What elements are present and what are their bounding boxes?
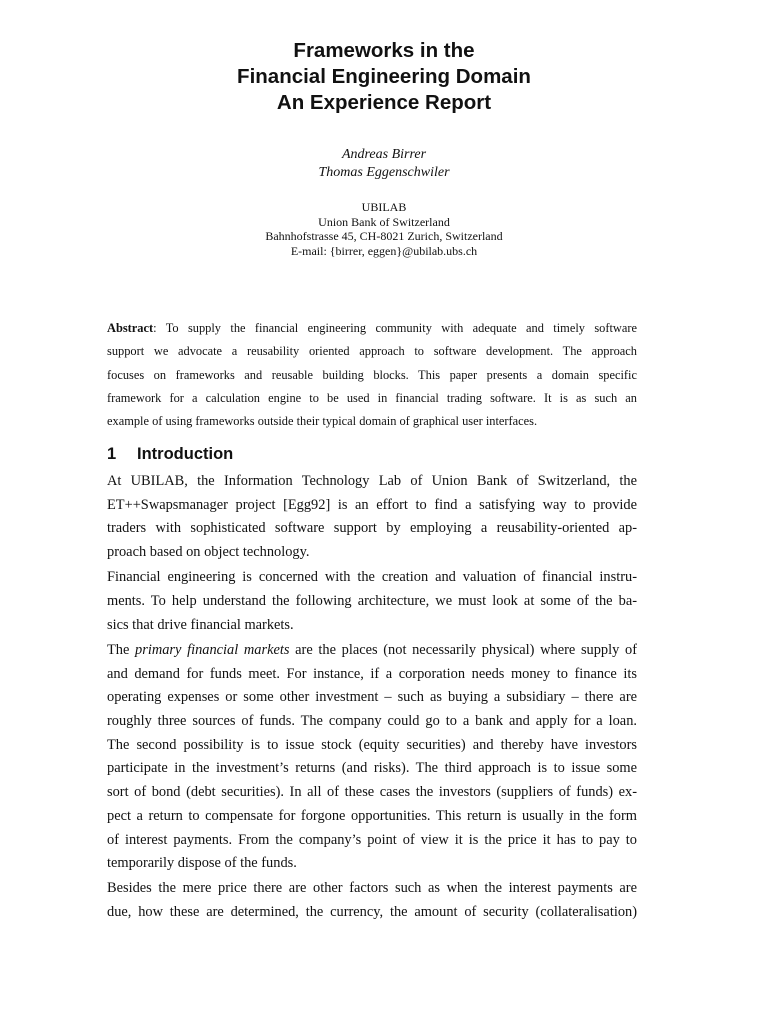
body-line: Financial engineering is concerned with the creation and valuation of financial instru- [107, 569, 637, 586]
body-text-run: are the places (not necessarily physical) where supply of [289, 641, 637, 658]
affiliation-org: UBILAB [361, 200, 407, 214]
paragraph [107, 639, 637, 876]
body-line: sort of bond (debt securities). In all of these cases the investors (suppliers of funds) ex- [107, 784, 637, 801]
title-line-2: Financial Engineering Domain [237, 65, 531, 88]
body-line: participate in the investment’s returns (and risks). The third approach is to issue some [107, 760, 637, 777]
title-line-1: Frameworks in the [293, 39, 475, 62]
affiliation-address: Bahnhofstrasse 45, CH-8021 Zurich, Switzerland [265, 229, 503, 243]
body-line: sics that drive financial markets. [107, 616, 294, 633]
author-name: Thomas Eggenschwiler [318, 165, 450, 180]
emphasis-term: primary financial markets [135, 641, 290, 658]
abstract-line: focuses on frameworks and reusable building blocks. This paper presents a domain specific [107, 367, 637, 382]
body-line: pect a return to compensate for forgone opportunities. This return is usually in the form [107, 807, 637, 824]
section-heading [107, 444, 233, 464]
paragraph [107, 566, 637, 637]
abstract-line: framework for a calculation engine to be used in financial trading software. It is as such an [107, 390, 637, 405]
body-line: ments. To help understand the following architecture, we must look at some of the ba- [107, 593, 637, 610]
abstract-block [107, 317, 637, 433]
paragraph [107, 470, 637, 565]
body-line: operating expenses or some other investment – such as buying a subsidiary – there are [107, 689, 637, 706]
body-line: traders with sophisticated software support by employing a reusability-oriented ap- [107, 520, 637, 537]
body-line: roughly three sources of funds. The company could go to a bank and apply for a loan. [107, 713, 637, 730]
title-line-3: An Experience Report [276, 91, 492, 114]
section-number: 1 [107, 445, 117, 463]
body-text [107, 470, 637, 926]
abstract-text: : To supply the financial engineering community with adequate and timely software [153, 321, 637, 335]
author-name: Andreas Birrer [341, 147, 427, 162]
affiliation-block [0, 200, 768, 258]
abstract-line: example of using frameworks outside their typical domain of graphical user interfaces. [107, 414, 538, 429]
body-text-run: The [107, 641, 136, 658]
abstract-line [107, 317, 637, 340]
body-line: ET++Swapsmanager project [Egg92] is an effort to find a satisfying way to provide [107, 496, 637, 513]
body-line: The second possibility is to issue stock (equity securities) and thereby have investors [107, 736, 637, 753]
body-line: and demand for funds meet. For instance, if a corporation needs money to finance its [107, 665, 637, 682]
author-list [0, 146, 768, 182]
abstract-label: Abstract [107, 321, 154, 335]
affiliation-email: E-mail: {birrer, eggen}@ubilab.ubs.ch [290, 243, 478, 258]
body-line: proach based on object technology. [107, 544, 310, 561]
body-line: of interest payments. From the company’s point of view it is the price it has to pay to [107, 831, 637, 848]
paper-title [0, 38, 768, 116]
abstract-line: support we advocate a reusability oriented approach to software development. The approach [107, 344, 637, 359]
section-title: Introduction [137, 445, 234, 463]
body-line: due, how these are determined, the currency, the amount of security (collateralisation) [107, 904, 637, 921]
body-line [107, 639, 637, 663]
paragraph [107, 877, 637, 924]
body-line: At UBILAB, the Information Technology Lab of Union Bank of Switzerland, the [107, 473, 637, 489]
body-line: temporarily dispose of the funds. [107, 855, 297, 872]
body-line: Besides the mere price there are other factors such as when the interest payments are [107, 880, 637, 897]
affiliation-bank: Union Bank of Switzerland [318, 214, 450, 229]
